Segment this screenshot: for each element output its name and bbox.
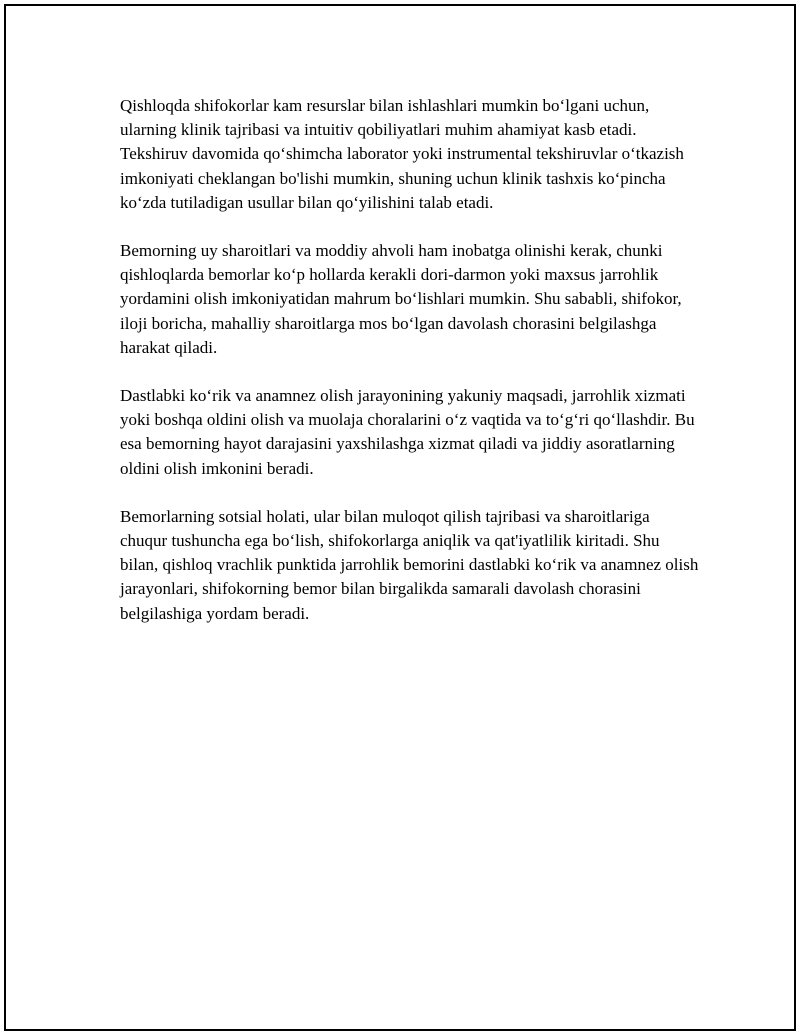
- document-body: [120, 94, 700, 650]
- paragraph-3: Dastlabki ko‘rik va anamnez olish jarayonining yakuniy maqsadi, jarrohlik xizmati yoki boshqa oldini olish va muolaja choralarini o‘z vaqtida va to‘g‘ri qo‘llashdir. Bu esa bemorning hayot darajasini yaxshilashga xizmat qiladi va jiddiy asoratlarning oldini olish imkonini beradi.: [120, 386, 695, 478]
- paragraph-4: Bemorlarning sotsial holati, ular bilan muloqot qilish tajribasi va sharoitlariga chuqur tushuncha ega bo‘lish, shifokorlarga aniqlik va qat'iyatlilik kiritadi. Shu bilan, qishloq vrachlik punktida jarrohlik bemorini dastlabki ko‘rik va anamnez olish jarayonlari, shifokorning bemor bilan birgalikda samarali davolash chorasini belgilashiga yordam beradi.: [120, 506, 699, 623]
- paragraph-1: Qishloqda shifokorlar kam resurslar bilan ishlashlari mumkin bo‘lgani uchun, ularning klinik tajribasi va intuitiv qobiliyatlari muhim ahamiyat kasb etadi. Tekshiruv davomida qo‘shimcha laborator yoki instrumental tekshiruvlar o‘tkazish imkoniyati cheklangan bo'lishi mumkin, shuning uchun klinik tashxis ko‘pincha ko‘zda tutiladigan usullar bilan qo‘yilishini talab etadi.: [120, 96, 684, 212]
- page-frame: [4, 4, 796, 1031]
- paragraph-2: Bemorning uy sharoitlari va moddiy ahvoli ham inobatga olinishi kerak, chunki qishloqlarda bemorlar ko‘p hollarda kerakli dori-darmon yoki maxsus jarrohlik yordamini olish imkoniyatidan mahrum bo‘lishlari mumkin. Shu sababli, shifokor, iloji boricha, mahalliy sharoitlarga mos bo‘lgan davolash chorasini belgilashga harakat qiladi.: [120, 241, 682, 357]
